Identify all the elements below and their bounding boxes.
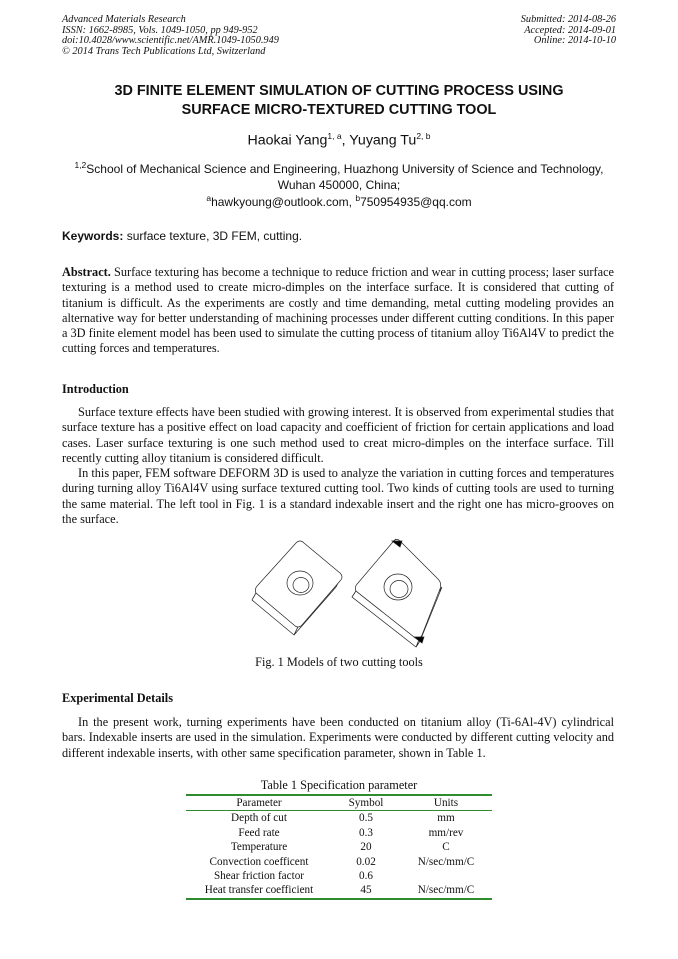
standard-insert-hole-inner xyxy=(293,578,309,593)
cell-parameter: Feed rate xyxy=(238,826,280,839)
table-caption: Table 1 Specification parameter xyxy=(260,778,418,792)
introduction-body xyxy=(62,405,614,527)
keywords-text: surface texture, 3D FEM, cutting. xyxy=(123,229,303,243)
cell-parameter: Convection coefficent xyxy=(209,855,309,868)
cell-units: mm xyxy=(437,812,455,825)
title-line-1: 3D FINITE ELEMENT SIMULATION OF CUTTING PROCESS USING xyxy=(114,83,564,99)
standard-insert-model xyxy=(252,541,342,635)
table-row xyxy=(186,855,492,869)
header-symbol: Symbol xyxy=(348,797,384,809)
cell-units: C xyxy=(442,841,450,854)
email-a[interactable]: hawkyoung@outlook.com xyxy=(211,195,349,209)
author-separator: , xyxy=(341,132,350,149)
introduction-heading: Introduction xyxy=(62,382,129,396)
header-units: Units xyxy=(433,797,459,809)
table-row xyxy=(186,869,492,883)
header-parameter: Parameter xyxy=(236,797,282,809)
title-line-2: SURFACE MICRO-TEXTURED CUTTING TOOL xyxy=(181,102,497,118)
experimental-heading: Experimental Details xyxy=(62,691,173,705)
introduction-paragraph-1: Surface texture effects have been studied with growing interest. It is observed from experimental studies that surface texture has a positive effect on load capacity and coefficient of friction for certain applications and load cases. Laser surface texturing is one such method used to creat micro-dimples on the interface surface. Till recently cutting alloy titanium is considered difficult. xyxy=(62,405,614,465)
cell-symbol: 0.02 xyxy=(356,855,376,868)
cell-parameter: Temperature xyxy=(230,841,288,854)
cell-parameter: Shear friction factor xyxy=(213,870,305,883)
affiliation-line-2: Wuhan 450000, China; xyxy=(277,178,401,192)
author-2-affil: 2, b xyxy=(416,131,431,141)
specification-table xyxy=(186,794,492,900)
cell-symbol: 0.5 xyxy=(359,812,373,825)
cell-units xyxy=(400,869,492,883)
cell-symbol: 0.6 xyxy=(359,870,373,883)
abstract-label: Abstract. xyxy=(62,265,111,279)
table-row xyxy=(186,883,492,898)
table-row xyxy=(186,826,492,840)
cell-symbol: 45 xyxy=(360,884,372,897)
submitted-date: Submitted: 2014-08-26 xyxy=(520,14,616,25)
cutting-tools-figure xyxy=(244,533,444,653)
email-b-marker: b xyxy=(355,193,361,203)
author-list xyxy=(0,131,678,149)
experimental-paragraph-1: In the present work, turning experiments have been conducted on titanium alloy (Ti-6Al-4V) cylindrical bars. Indexable inserts are used in the simulation. Experiments were conducted by different cutting velocity and different indexable inserts, with other same specification parameter, shown in Table 1. xyxy=(62,715,614,760)
cell-parameter: Depth of cut xyxy=(231,812,287,825)
table-row xyxy=(186,811,492,826)
keywords-label: Keywords: xyxy=(62,229,124,243)
table-header-row xyxy=(186,795,492,811)
cell-units: mm/rev xyxy=(428,826,464,839)
journal-name: Advanced Materials Research xyxy=(62,14,186,25)
online-date: Online: 2014-10-10 xyxy=(533,35,616,47)
dates-info xyxy=(521,15,616,47)
author-1: Haokai Yang xyxy=(247,132,328,149)
email-a-marker: a xyxy=(206,193,212,203)
copyright-line: © 2014 Trans Tech Publications Ltd, Switzerland xyxy=(62,45,266,57)
email-b[interactable]: 750954935@qq.com xyxy=(360,195,472,209)
affiliation-line-1: School of Mechanical Science and Engineering, Huazhong University of Science and Technology, xyxy=(86,162,604,176)
author-2: Yuyang Tu xyxy=(349,132,417,149)
introduction-paragraph-2: In this paper, FEM software DEFORM 3D is used to analyze the variation in cutting forces and temperatures during turning alloy Ti6Al4V using surface textured cutting tool. Two kinds of cutting tools are used to turning the same material. The left tool in Fig. 1 is a standard indexable insert and the right one has micro-grooves on the surface. xyxy=(62,466,614,527)
table-row xyxy=(186,840,492,854)
affiliation xyxy=(62,157,616,193)
cell-units: N/sec/mm/C xyxy=(417,884,475,897)
cell-parameter: Heat transfer coefficient xyxy=(204,884,314,897)
paper-title xyxy=(40,82,638,120)
accepted-date: Accepted: 2014-09-01 xyxy=(524,24,616,36)
experimental-body xyxy=(62,715,614,761)
textured-insert-model xyxy=(352,539,442,647)
affiliation-marker: 1,2 xyxy=(74,160,87,170)
issn-line: ISSN: 1662-8985, Vols. 1049-1050, pp 949-952 xyxy=(62,24,258,36)
textured-insert-hole-inner xyxy=(390,581,408,598)
figure-caption: Fig. 1 Models of two cutting tools xyxy=(255,655,423,669)
author-1-affil: 1, a xyxy=(327,131,342,141)
email-separator: , xyxy=(348,195,356,209)
doi-line: doi:10.4028/www.scientific.net/AMR.1049-1050.949 xyxy=(62,35,279,47)
cell-symbol: 0.3 xyxy=(359,826,373,839)
cell-symbol: 20 xyxy=(360,841,372,854)
abstract xyxy=(62,265,614,357)
journal-info xyxy=(62,15,279,57)
keywords xyxy=(62,229,302,243)
email-list xyxy=(0,193,678,209)
abstract-text: Surface texturing has become a technique to reduce friction and wear in cutting process; laser surface texturing is a method used to create micro-dimples on the interface surface. It is considered that cutting of titanium is difficult. As the experiments are costly and time demanding, metal cutting modeling provides an alternative way for better understanding of machining processes under different cutting conditions. In this paper a 3D finite element model has been used to simulate the cutting process of titanium alloy Ti6Al4V to predict the cutting forces and temperatures. xyxy=(62,265,615,356)
cell-units: N/sec/mm/C xyxy=(417,855,475,868)
